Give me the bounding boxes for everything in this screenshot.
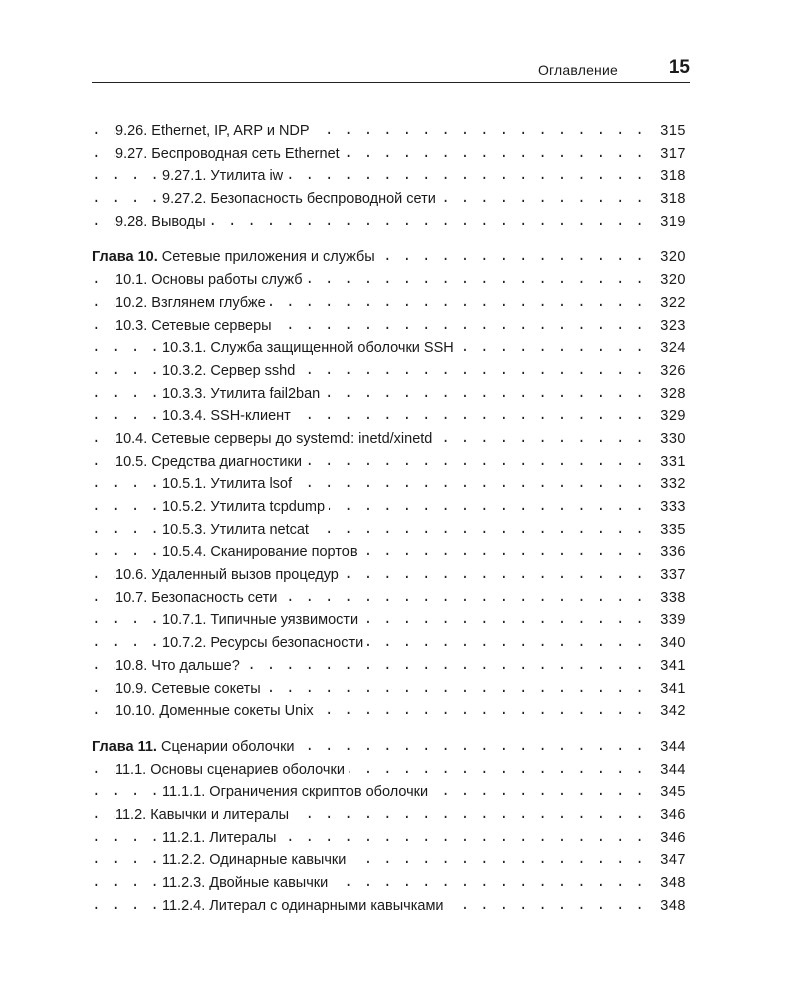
running-header-title: Оглавление bbox=[537, 62, 618, 78]
toc-entry-label: 10.5.2. Утилита tcpdump bbox=[162, 499, 326, 515]
toc-chapter-entry bbox=[92, 246, 686, 269]
toc-entry-title bbox=[115, 762, 349, 778]
toc-entry bbox=[92, 872, 686, 895]
toc-entry bbox=[92, 541, 686, 564]
toc-entry-label: 10.3.3. Утилита fail2ban bbox=[162, 385, 321, 402]
toc-entry bbox=[92, 804, 686, 827]
toc-entry-page: 326 bbox=[657, 360, 686, 383]
running-header bbox=[92, 58, 690, 83]
toc-entry-page: 341 bbox=[657, 655, 686, 678]
toc-entry-page: 337 bbox=[657, 564, 686, 587]
toc-entry-title bbox=[115, 214, 210, 230]
toc-entry bbox=[92, 781, 686, 804]
toc-entry-page: 344 bbox=[657, 736, 686, 759]
toc-entry-title bbox=[115, 146, 344, 162]
toc-entry-page: 317 bbox=[657, 143, 686, 166]
toc-entry-title bbox=[162, 522, 313, 538]
toc-entry bbox=[92, 609, 686, 632]
toc-entry-page: 318 bbox=[657, 188, 686, 211]
toc-entry-page: 335 bbox=[657, 519, 686, 542]
toc-entry-label: 10.5.4. Сканирование портов bbox=[162, 544, 358, 561]
toc-entry-title bbox=[115, 807, 293, 823]
table-of-contents bbox=[92, 120, 686, 917]
toc-entry-title bbox=[162, 168, 287, 184]
toc-entry-title bbox=[115, 454, 306, 470]
toc-entry-label: 10.2. Взглянем глубже bbox=[115, 294, 266, 311]
toc-entry-page: 344 bbox=[657, 759, 686, 782]
toc-entry-page: 332 bbox=[657, 473, 686, 496]
toc-entry-page: 340 bbox=[657, 632, 686, 655]
toc-entry-label: 11.2.3. Двойные кавычки bbox=[162, 875, 329, 891]
toc-entry bbox=[92, 211, 686, 234]
toc-entry-label: Сетевые приложения и службы bbox=[161, 249, 375, 266]
toc-entry-label: 9.27.1. Утилита iw bbox=[162, 168, 284, 185]
toc-entry-page: 320 bbox=[657, 246, 686, 269]
toc-entry bbox=[92, 827, 686, 850]
toc-entry-label: 11.1.1. Ограничения скриптов оболочки bbox=[162, 784, 429, 801]
toc-entry-label: 10.3.1. Служба защищенной оболочки SSH bbox=[162, 340, 454, 357]
toc-entry-label: 10.1. Основы работы служб bbox=[115, 272, 303, 289]
toc-entry bbox=[92, 496, 686, 519]
toc-entry-title bbox=[115, 703, 318, 719]
chapter-number: Глава 10. bbox=[92, 249, 158, 266]
toc-entry-page: 323 bbox=[657, 315, 686, 338]
toc-entry-label: 9.28. Выводы bbox=[115, 213, 206, 230]
toc-entry-page: 328 bbox=[657, 383, 686, 406]
toc-entry bbox=[92, 678, 686, 701]
toc-entry-title bbox=[162, 635, 367, 651]
toc-entry-label: 10.3. Сетевые серверы bbox=[115, 317, 272, 334]
toc-entry-page: 322 bbox=[657, 292, 686, 315]
toc-entry bbox=[92, 428, 686, 451]
chapter-number: Глава 11. bbox=[92, 738, 157, 755]
toc-entry-page: 345 bbox=[657, 781, 686, 804]
toc-entry bbox=[92, 632, 686, 655]
toc-entry bbox=[92, 473, 686, 496]
toc-entry-label: Сценарии оболочки bbox=[160, 738, 295, 755]
toc-entry-title bbox=[115, 567, 343, 583]
toc-entry-title bbox=[162, 340, 458, 356]
toc-entry-page: 318 bbox=[657, 165, 686, 188]
toc-entry-title bbox=[162, 476, 296, 492]
toc-entry bbox=[92, 383, 686, 406]
toc-entry bbox=[92, 360, 686, 383]
toc-entry-title bbox=[115, 658, 244, 674]
toc-entry bbox=[92, 564, 686, 587]
toc-entry-label: 10.10. Доменные сокеты Unix bbox=[115, 703, 314, 720]
toc-entry-page: 341 bbox=[657, 678, 686, 701]
toc-entry-title bbox=[162, 784, 432, 800]
toc-entry-page: 319 bbox=[657, 211, 686, 234]
toc-entry bbox=[92, 405, 686, 428]
toc-entry-label: 10.7. Безопасность сети bbox=[115, 589, 278, 606]
toc-entry-title bbox=[92, 739, 299, 755]
toc-entry-page: 329 bbox=[657, 405, 686, 428]
toc-entry-label: 11.2.1. Литералы bbox=[162, 829, 277, 846]
toc-entry bbox=[92, 120, 686, 143]
toc-entry-page: 320 bbox=[657, 269, 686, 292]
toc-entry-title bbox=[115, 431, 436, 447]
toc-entry-label: 10.4. Сетевые серверы до systemd: inetd/xinetd bbox=[115, 430, 433, 447]
toc-entry-page: 338 bbox=[657, 587, 686, 610]
toc-entry-label: 9.27. Беспроводная сеть Ethernet bbox=[115, 145, 340, 162]
toc-entry bbox=[92, 700, 686, 723]
toc-entry-label: 10.5.1. Утилита lsof bbox=[162, 476, 293, 493]
toc-entry-page: 330 bbox=[657, 428, 686, 451]
toc-chapter-entry bbox=[92, 736, 686, 759]
toc-entry-label: 10.6. Удаленный вызов процедур bbox=[115, 567, 339, 584]
toc-entry-label: 11.1. Основы сценариев оболочки bbox=[115, 761, 345, 778]
toc-entry-page: 348 bbox=[657, 872, 686, 895]
toc-entry-page: 348 bbox=[657, 895, 686, 918]
toc-entry-title bbox=[162, 852, 350, 868]
toc-entry-title bbox=[162, 544, 362, 560]
toc-entry-page: 346 bbox=[657, 804, 686, 827]
toc-entry-label: 11.2.2. Одинарные кавычки bbox=[162, 852, 347, 869]
toc-entry-page: 336 bbox=[657, 541, 686, 564]
toc-entry-label: 10.5. Средства диагностики bbox=[115, 453, 302, 470]
toc-entry bbox=[92, 849, 686, 872]
toc-entry-title bbox=[115, 590, 281, 606]
toc-entry-title bbox=[115, 681, 265, 697]
toc-entry-page: 342 bbox=[657, 700, 686, 723]
toc-entry-page: 324 bbox=[657, 337, 686, 360]
toc-entry-label: 10.8. Что дальше? bbox=[115, 657, 240, 674]
toc-entry bbox=[92, 759, 686, 782]
toc-entry-title bbox=[92, 249, 379, 265]
toc-entry-title bbox=[162, 386, 324, 402]
toc-entry-page: 346 bbox=[657, 827, 686, 850]
toc-entry bbox=[92, 269, 686, 292]
toc-entry bbox=[92, 188, 686, 211]
toc-entry bbox=[92, 292, 686, 315]
toc-entry-title bbox=[115, 295, 270, 311]
toc-entry-label: 10.5.3. Утилита netcat bbox=[162, 521, 309, 538]
toc-entry-page: 339 bbox=[657, 609, 686, 632]
toc-entry-title bbox=[162, 408, 295, 424]
toc-entry-title bbox=[115, 123, 314, 139]
toc-entry bbox=[92, 895, 686, 918]
toc-entry bbox=[92, 587, 686, 610]
toc-entry bbox=[92, 655, 686, 678]
toc-entry-page: 331 bbox=[657, 451, 686, 474]
toc-entry bbox=[92, 165, 686, 188]
toc-entry-title bbox=[115, 318, 276, 334]
toc-entry bbox=[92, 451, 686, 474]
toc-entry-title bbox=[162, 875, 332, 891]
toc-entry-page: 347 bbox=[657, 849, 686, 872]
toc-entry-label: 10.7.1. Типичные уязвимости bbox=[162, 612, 359, 629]
toc-entry-page: 333 bbox=[657, 496, 686, 519]
toc-entry-label: 9.27.2. Безопасность беспроводной сети bbox=[162, 191, 436, 208]
toc-entry bbox=[92, 315, 686, 338]
toc-entry bbox=[92, 143, 686, 166]
toc-entry-label: 10.3.2. Сервер sshd bbox=[162, 362, 296, 379]
toc-entry-label: 11.2. Кавычки и литералы bbox=[115, 806, 290, 823]
toc-entry-title bbox=[162, 830, 280, 846]
toc-entry-title bbox=[162, 898, 448, 914]
toc-entry-title bbox=[162, 499, 329, 515]
toc-entry-label: 10.3.4. SSH-клиент bbox=[162, 408, 291, 425]
toc-entry-label: 10.9. Сетевые сокеты bbox=[115, 680, 261, 697]
page-number: 15 bbox=[668, 57, 690, 78]
toc-entry-title bbox=[162, 612, 362, 628]
toc-entry bbox=[92, 519, 686, 542]
toc-entry-title bbox=[162, 363, 299, 379]
toc-entry bbox=[92, 337, 686, 360]
toc-entry-title bbox=[162, 191, 440, 207]
toc-entry-label: 9.26. Ethernet, IP, ARP и NDP bbox=[115, 123, 310, 139]
toc-entry-title bbox=[115, 272, 307, 288]
toc-entry-label: 10.7.2. Ресурсы безопасности bbox=[162, 635, 364, 652]
toc-entry-label: 11.2.4. Литерал с одинарными кавычками bbox=[162, 897, 444, 914]
toc-entry-page: 315 bbox=[657, 120, 686, 143]
